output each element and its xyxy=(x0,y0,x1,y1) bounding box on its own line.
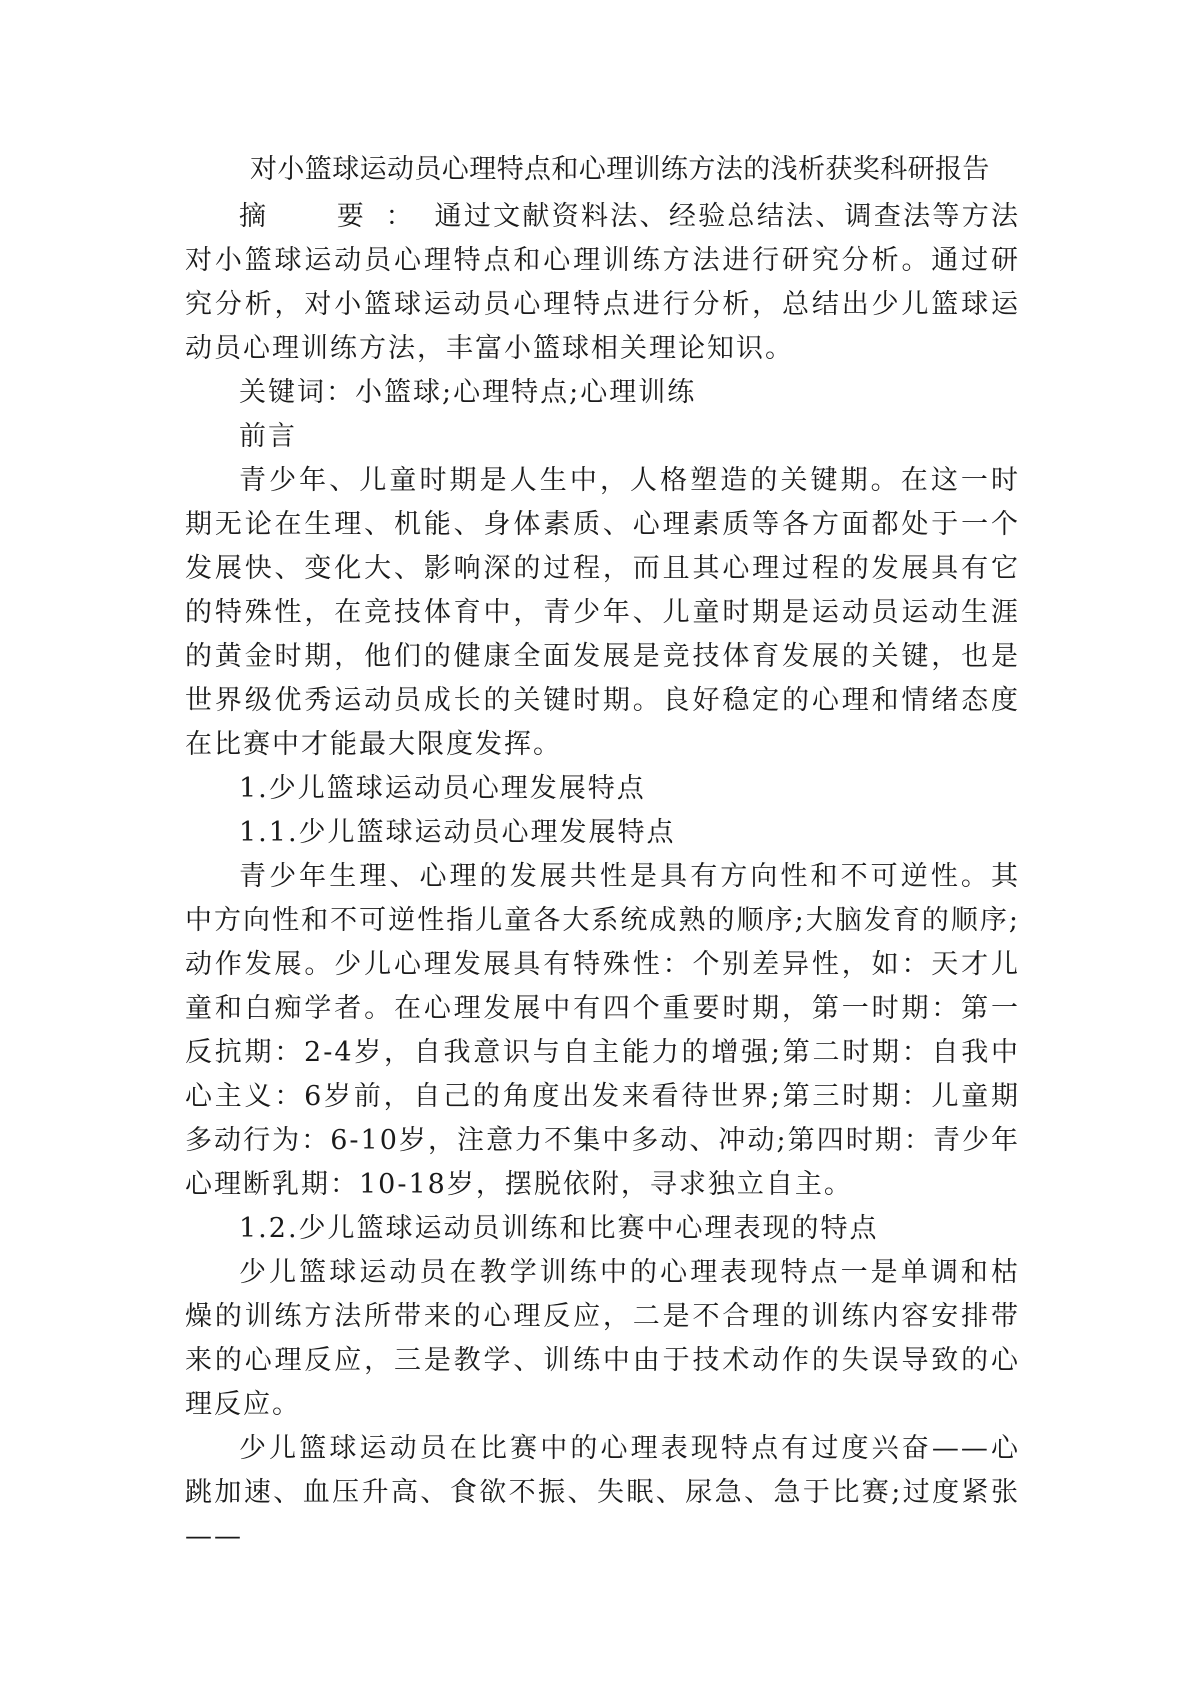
abstract-label: 摘 要： xyxy=(239,201,435,232)
section-1-1-heading: 1.1.少儿篮球运动员心理发展特点 xyxy=(239,817,676,848)
section-1-1-paragraph: 青少年生理、心理的发展共性是具有方向性和不可逆性。其中方向性和不可逆性指儿童各大系统成熟的顺序;大脑发育的顺序;动作发展。少儿心理发展具有特殊性：个别差异性，如：天才儿童和白痴学者。在心理发展中有四个重要时期，第一时期：第一反抗期：2-4岁，自我意识与自主能力的增强;第二时期：自我中心主义：6岁前，自己的角度出发来看待世界;第三时期：儿童期多动行为：6-10岁，注意力不集中多动、冲动;第四时期：青少年心理断乳期：10-18岁，摆脱依附，寻求独立自主。 xyxy=(185,861,1020,1200)
keywords: 关键词：小篮球;心理特点;心理训练 xyxy=(239,377,697,408)
preface-heading: 前言 xyxy=(239,421,297,452)
section-1-2-heading: 1.2.少儿篮球运动员训练和比赛中心理表现的特点 xyxy=(239,1213,879,1244)
abstract-text: 通过文献资料法、经验总结法、调查法等方法对小篮球运动员心理特点和心理训练方法进行研究分析。通过研究分析，对小篮球运动员心理特点进行分析，总结出少儿篮球运动员心理训练方法，丰富小篮球相关理论知识。 xyxy=(185,201,1020,364)
document-body xyxy=(185,195,1020,1559)
document-title: 对小篮球运动员心理特点和心理训练方法的浅析获奖科研报告 xyxy=(250,154,990,185)
section-1-heading: 1.少儿篮球运动员心理发展特点 xyxy=(239,773,646,804)
section-1-2-paragraph-1: 少儿篮球运动员在教学训练中的心理表现特点一是单调和枯燥的训练方法所带来的心理反应，二是不合理的训练内容安排带来的心理反应，三是教学、训练中由于技术动作的失误导致的心理反应。 xyxy=(185,1257,1020,1420)
section-1-2-paragraph-2: 少儿篮球运动员在比赛中的心理表现特点有过度兴奋——心跳加速、血压升高、食欲不振、失眠、尿急、急于比赛;过度紧张—— xyxy=(185,1433,1020,1552)
abstract-paragraph xyxy=(185,195,1020,371)
preface-paragraph: 青少年、儿童时期是人生中，人格塑造的关键期。在这一时期无论在生理、机能、身体素质、心理素质等各方面都处于一个发展快、变化大、影响深的过程，而且其心理过程的发展具有它的特殊性，在竞技体育中，青少年、儿童时期是运动员运动生涯的黄金时期，他们的健康全面发展是竞技体育发展的关键，也是世界级优秀运动员成长的关键时期。良好稳定的心理和情绪态度在比赛中才能最大限度发挥。 xyxy=(185,465,1020,760)
